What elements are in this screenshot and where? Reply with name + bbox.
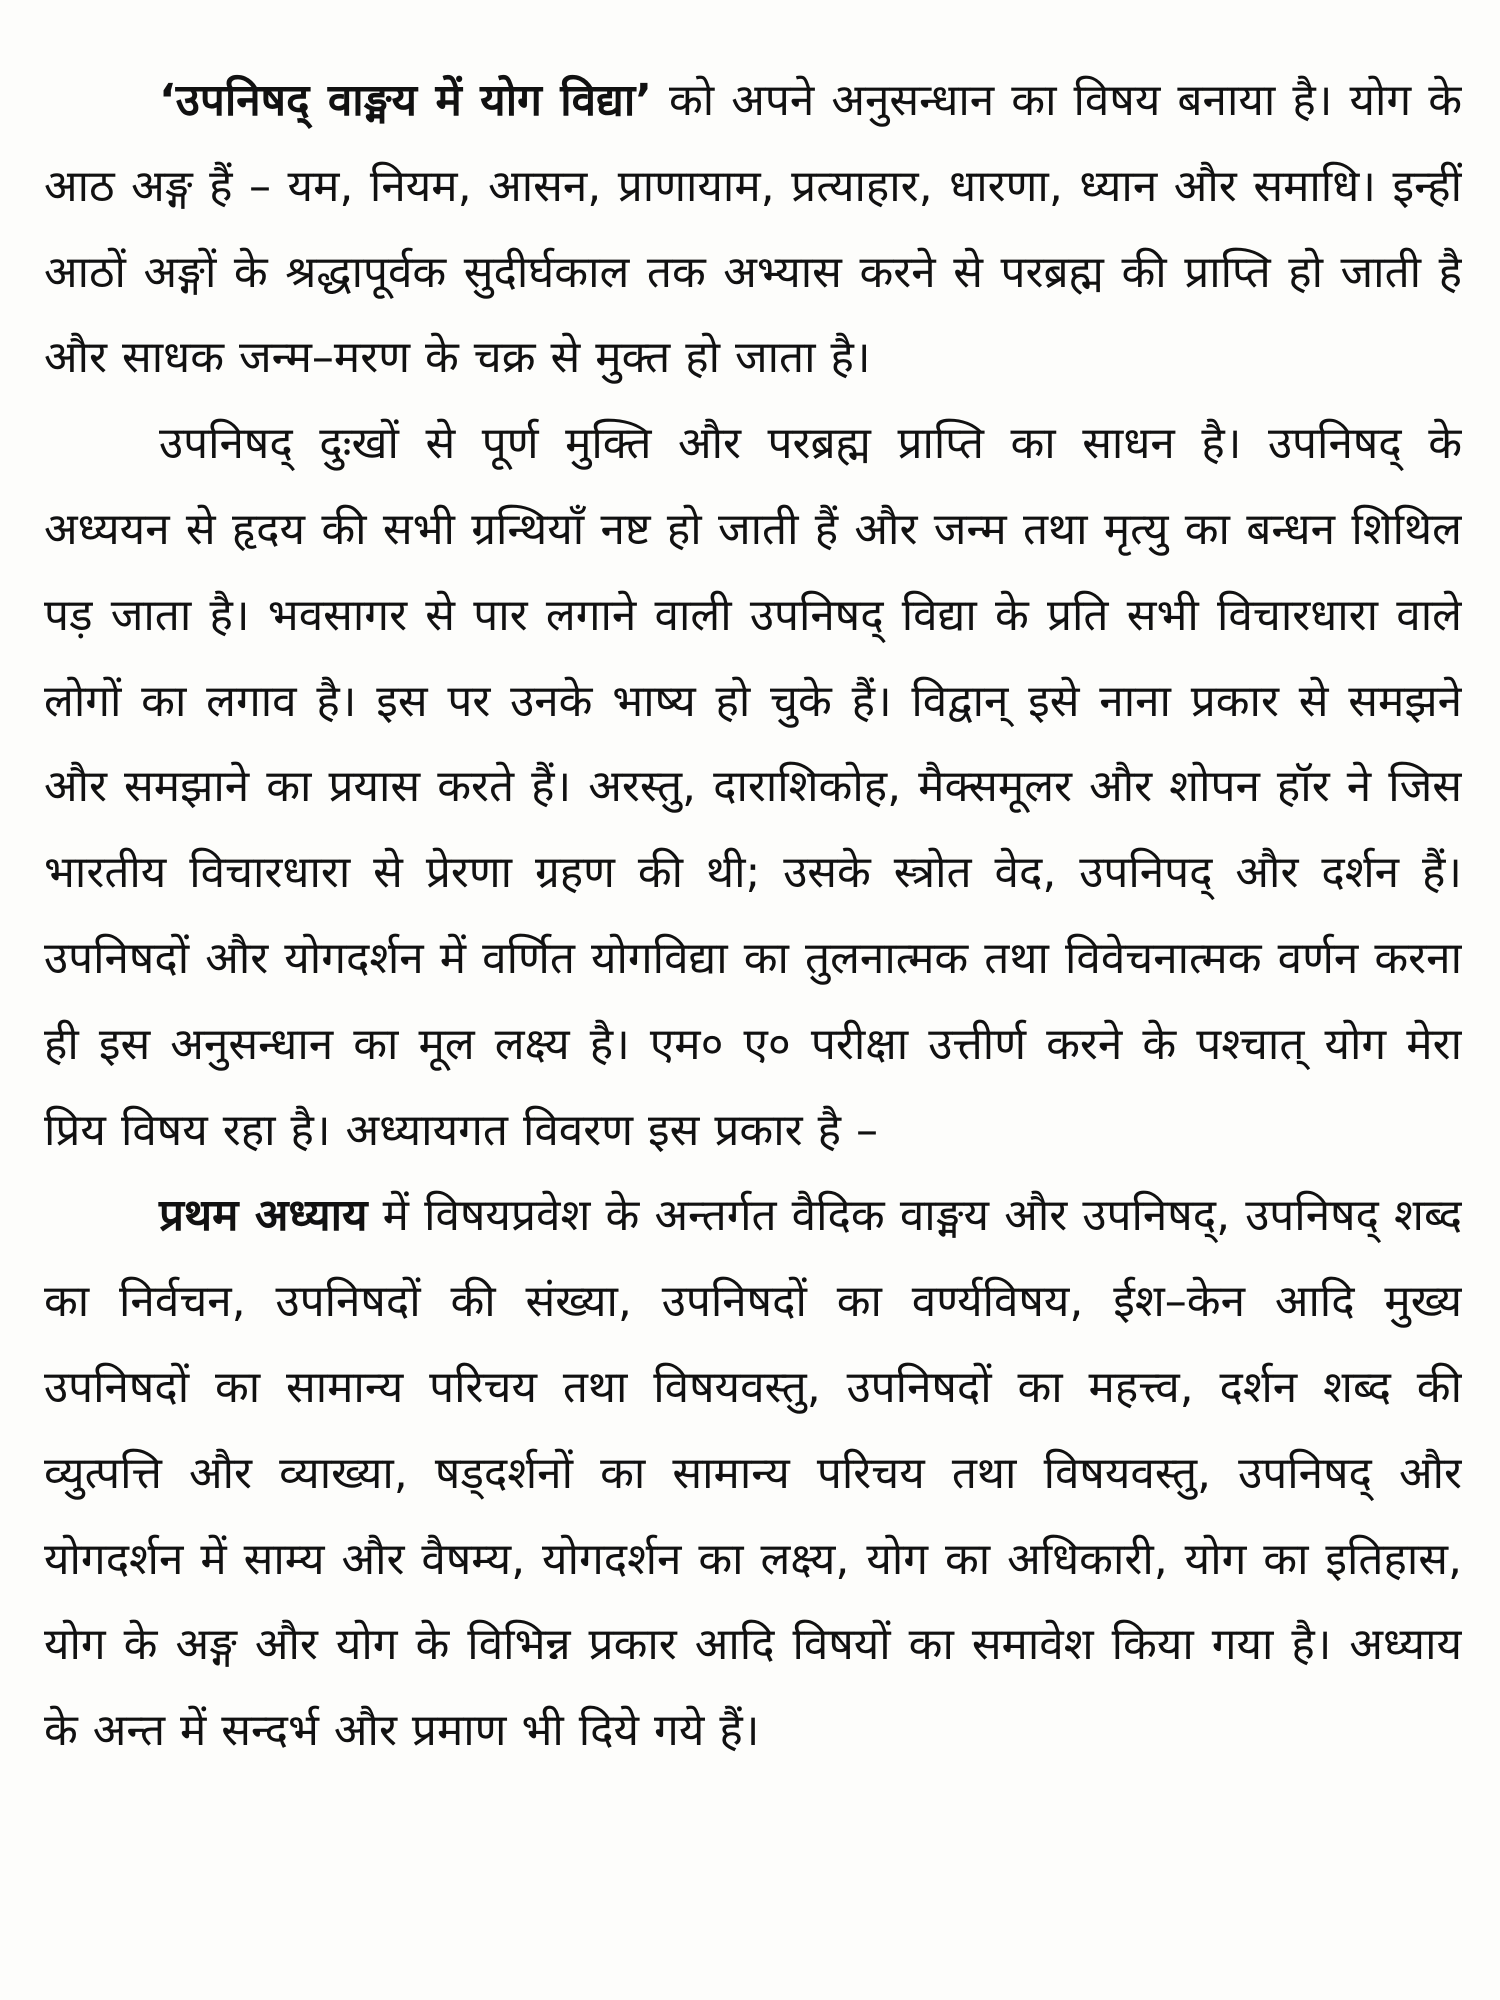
paragraph-chapter-one xyxy=(44,1173,1462,1774)
paragraph-intro-text: को अपने अनुसन्धान का विषय बनाया है। योग के आठ अङ्ग हैं – यम, नियम, आसन, प्राणायाम, प्रत्याहार, धारणा, ध्यान और समाधि। इन्हीं आठों अङ्गों के श्रद्धापूर्वक सुदीर्घकाल तक अभ्यास करने से परब्रह्म की प्राप्ति हो जाती है और साधक जन्म–मरण के चक्र से मुक्त हो जाता है। xyxy=(44,75,1462,384)
paragraph-intro xyxy=(44,58,1462,401)
paragraph-chapter-one-text: में विषयप्रवेश के अन्तर्गत वैदिक वाङ्मय और उपनिषद्, उपनिषद् शब्द का निर्वचन, उपनिषदों की संख्या, उपनिषदों का वर्ण्यविषय, ईश–केन आदि मुख्य उपनिषदों का सामान्य परिचय तथा विषयवस्तु, उपनिषदों का महत्त्व, दर्शन शब्द की व्युत्पत्ति और व्याख्या, षड्दर्शनों का सामान्य परिचय तथा विषयवस्तु, उपनिषद् और योगदर्शन में साम्य और वैषम्य, योगदर्शन का लक्ष्य, योग का अधिकारी, योग का इतिहास, योग के अङ्ग और योग के विभिन्न प्रकार आदि विषयों का समावेश किया गया है। अध्याय के अन्त में सन्दर्भ और प्रमाण भी दिये गये हैं। xyxy=(44,1190,1462,1757)
document-page xyxy=(44,58,1462,1968)
paragraph-upanishad-text: उपनिषद् दुःखों से पूर्ण मुक्ति और परब्रह्म प्राप्ति का साधन है। उपनिषद् के अध्ययन से हृदय की सभी ग्रन्थियाँ नष्ट हो जाती हैं और जन्म तथा मृत्यु का बन्धन शिथिल पड़ जाता है। भवसागर से पार लगाने वाली उपनिषद् विद्या के प्रति सभी विचारधारा वाले लोगों का लगाव है। इस पर उनके भाष्य हो चुके हैं। विद्वान् इसे नाना प्रकार से समझने और समझाने का प्रयास करते हैं। अरस्तु, दाराशिकोह, मैक्समूलर और शोपन हॉर ने जिस भारतीय विचारधारा से प्रेरणा ग्रहण की थी; उसके स्त्रोत वेद, उपनिपद् और दर्शन हैं। उपनिषदों और योगदर्शन में वर्णित योगविद्या का तुलनात्मक तथा विवेचनात्मक वर्णन करना ही इस अनुसन्धान का मूल लक्ष्य है। एम० ए० परीक्षा उत्तीर्ण करने के पश्चात् योग मेरा प्रिय विषय रहा है। अध्यायगत विवरण इस प्रकार है – xyxy=(44,418,1462,1156)
paragraph-upanishad xyxy=(44,401,1462,1173)
research-title: ‘उपनिषद् वाङ्मय में योग विद्या’ xyxy=(159,75,652,126)
document-body xyxy=(44,58,1462,1774)
chapter-one-heading: प्रथम अध्याय xyxy=(159,1190,368,1242)
